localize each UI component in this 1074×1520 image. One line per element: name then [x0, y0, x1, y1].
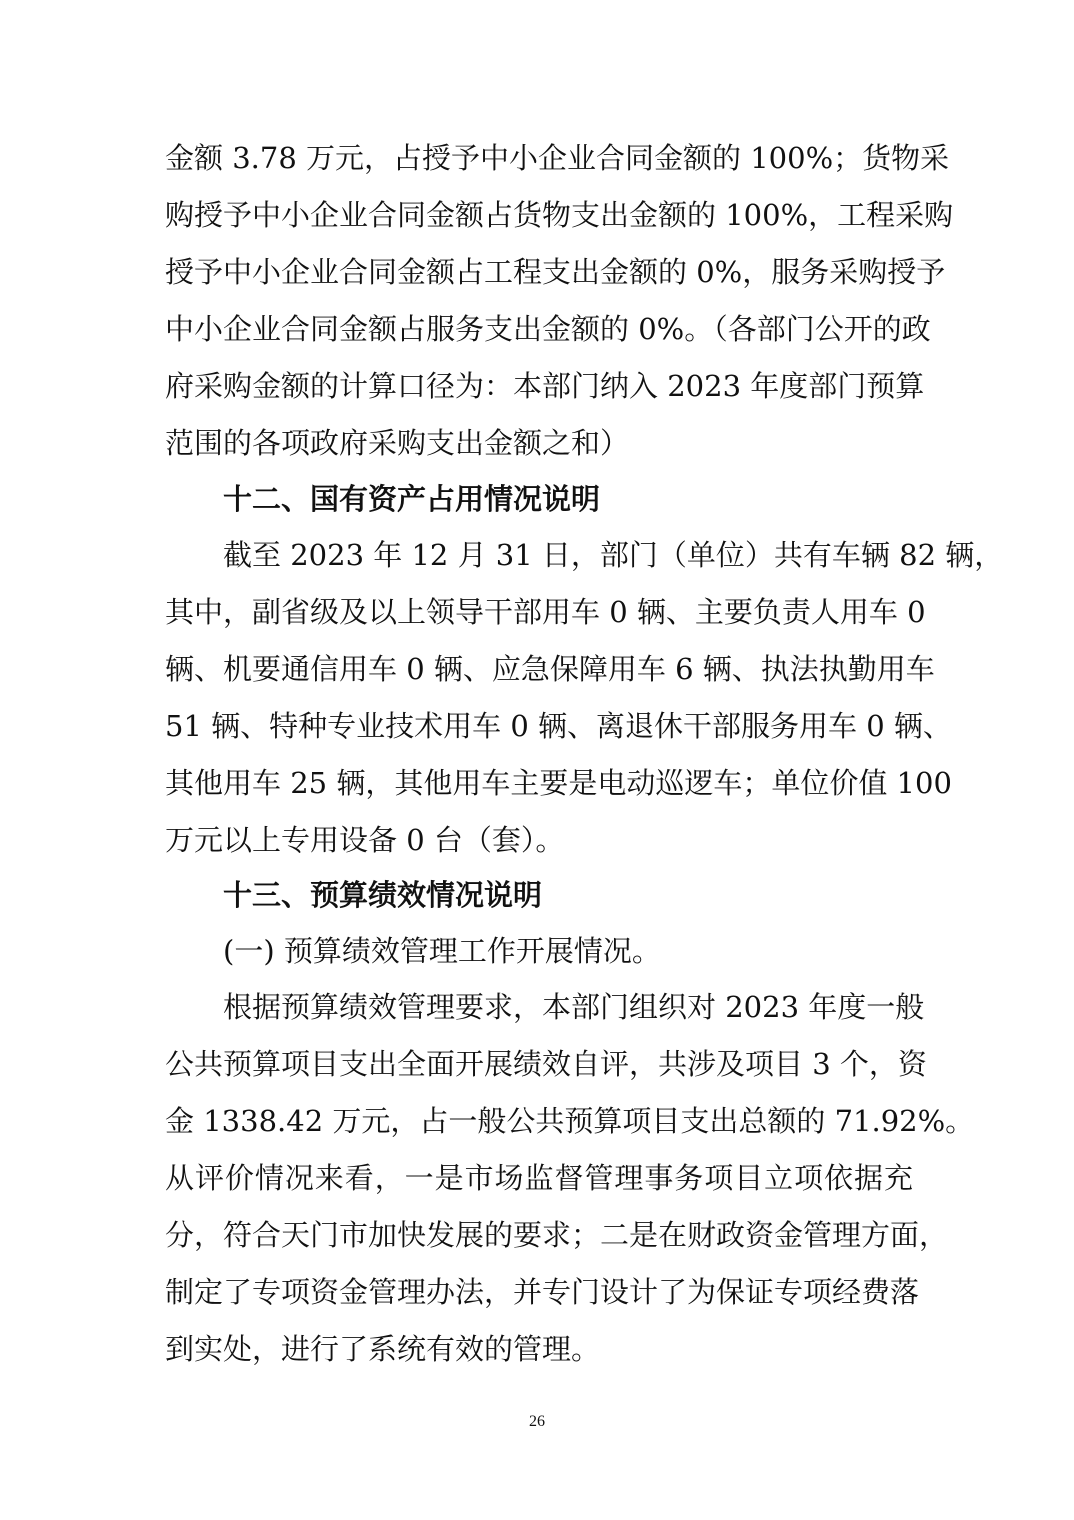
text-line: 其他用车 25 辆，其他用车主要是电动巡逻车；单位价值 100	[165, 766, 952, 800]
section-heading: 十三、预算绩效情况说明	[223, 878, 543, 912]
text-line: 购授予中小企业合同金额占货物支出金额的 100%，工程采购	[165, 198, 954, 232]
text-line: 到实处，进行了系统有效的管理。	[165, 1332, 601, 1366]
text-line: 万元以上专用设备 0 台（套）。	[165, 823, 565, 857]
text-line: 府采购金额的计算口径为：本部门纳入 2023 年度部门预算	[165, 369, 925, 403]
text-line: 制定了专项资金管理办法，并专门设计了为保证专项经费落	[165, 1275, 920, 1309]
text-line: 辆、机要通信用车 0 辆、应急保障用车 6 辆、执法执勤用车	[165, 652, 935, 686]
text-line: 截至 2023 年 12 月 31 日，部门（单位）共有车辆 82 辆，	[223, 538, 1004, 572]
text-line: 分，符合天门市加快发展的要求；二是在财政资金管理方面，	[165, 1218, 949, 1252]
text-line: 金 1338.42 万元，占一般公共预算项目支出总额的 71.92%。	[165, 1104, 975, 1138]
text-line: 其中，副省级及以上领导干部用车 0 辆、主要负责人用车 0	[165, 595, 926, 629]
text-line: 公共预算项目支出全面开展绩效自评，共涉及项目 3 个，资	[165, 1047, 927, 1081]
text-line: 根据预算绩效管理要求，本部门组织对 2023 年度一般	[223, 990, 925, 1024]
subsection-heading: (一) 预算绩效管理工作开展情况。	[223, 934, 661, 968]
text-line: 中小企业合同金额占服务支出金额的 0%。（各部门公开的政	[165, 312, 931, 346]
text-line: 从评价情况来看，一是市场监督管理事务项目立项依据充	[165, 1161, 913, 1195]
text-line: 授予中小企业合同金额占工程支出金额的 0%，服务采购授予	[165, 255, 946, 289]
text-line: 51 辆、特种专业技术用车 0 辆、离退休干部服务用车 0 辆、	[165, 709, 952, 743]
text-line: 范围的各项政府采购支出金额之和）	[165, 426, 630, 460]
section-heading: 十二、国有资产占用情况说明	[223, 482, 601, 516]
text-line: 金额 3.78 万元，占授予中小企业合同金额的 100%；货物采	[165, 141, 950, 175]
page-number: 26	[529, 1413, 545, 1430]
